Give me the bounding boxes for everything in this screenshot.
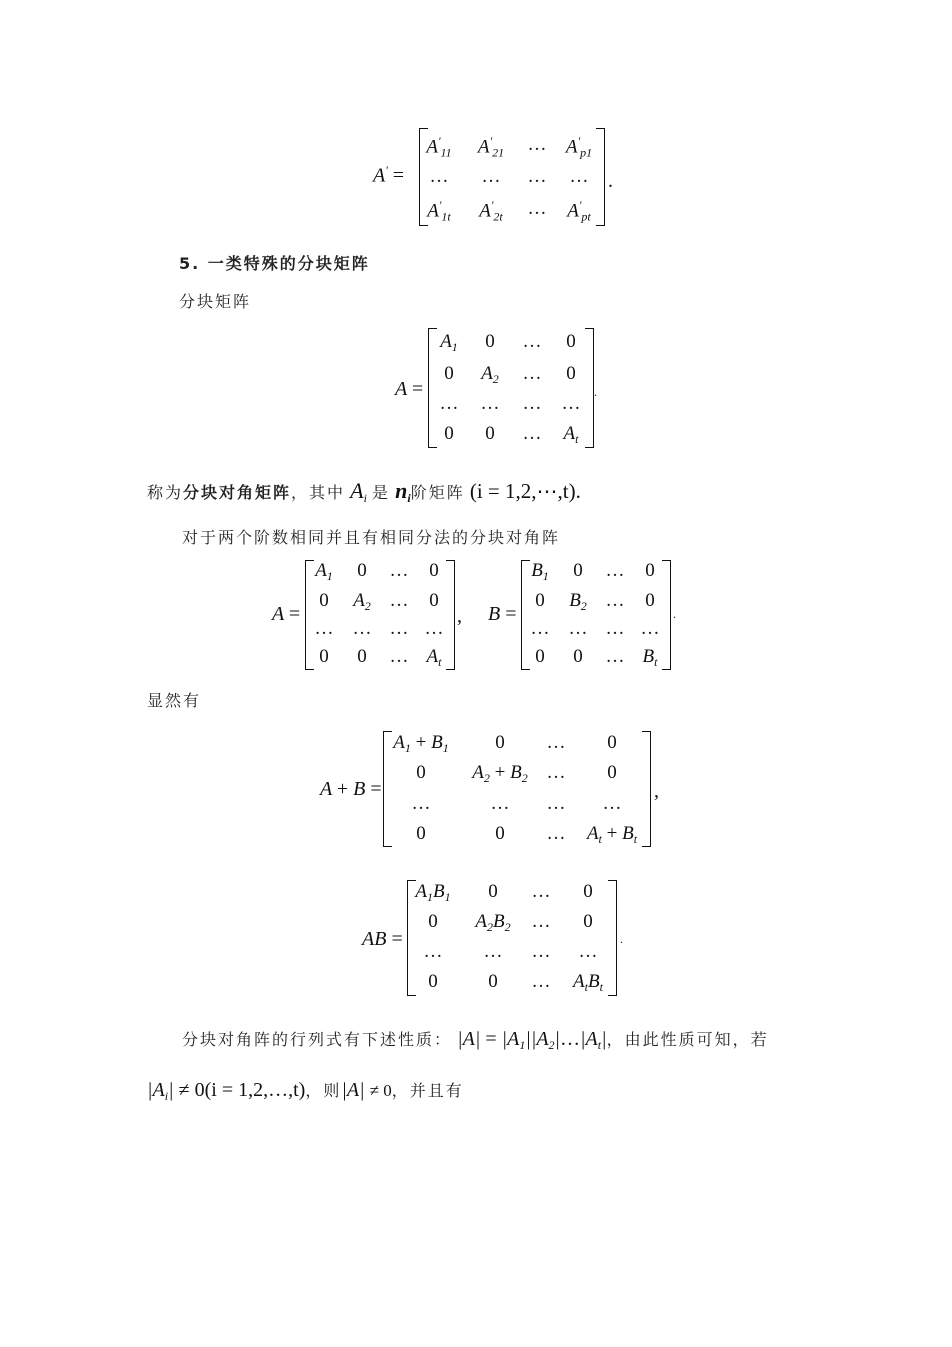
matrix-transpose-label: A' = xyxy=(373,163,405,187)
matrix-sum: $A_1 + B_1$ 0 … 0 0 $A_2 + B_2$ … 0 … … … … 0 0 … $A_t + B_t$ xyxy=(383,731,651,847)
matrix-a-diag: $A_1$ 0 … 0 0 $A_2$ … 0 … … … … 0 0 … $A_t$ xyxy=(428,328,594,448)
matrix-sum-label: A + B = xyxy=(320,778,382,800)
label-fenkuai: 分块矩阵 xyxy=(179,292,252,311)
matrix-a-label: A = xyxy=(395,378,424,400)
period: . xyxy=(594,385,597,399)
determinant-property-line: 分块对角阵的行列式有下述性质： $|A| = |A_1||A_2|\dots|A_t|$，由此性质可知，若 xyxy=(182,1028,769,1052)
period: . xyxy=(620,932,623,946)
matrix-a2: $A_1$ 0 … 0 0 $A_2$ … 0 … … … … 0 0 … $A_t$ xyxy=(305,560,455,670)
period: . xyxy=(608,170,613,192)
comma: , xyxy=(457,605,462,627)
matrix-b-label: B = xyxy=(488,603,517,625)
comma: , xyxy=(654,780,659,802)
paragraph-two-matrices: 对于两个阶数相同并且有相同分法的分块对角阵 xyxy=(182,528,561,547)
period: . xyxy=(673,607,676,621)
matrix-product-label: AB = xyxy=(362,928,403,950)
obviously-label: 显然有 xyxy=(147,691,202,710)
matrix-product: $A_1B_1$ 0 … 0 0 $A_2B_2$ … 0 … … … … 0 0 … $A_tB_t$ xyxy=(407,880,617,996)
condition-line: $|A_i| \ne 0(i$ = 1,2,…,t)，则|A| ≠ 0，并且有 xyxy=(147,1079,464,1103)
matrix-transpose: $A'_{11}$ $A'_{21}$ … $A'_{p1}$ … … … … $A'_{1t}$ $A'_{2t}$ … $A'_{pt}$ xyxy=(419,128,605,226)
definition-line: 称为分块对角矩阵，其中 $A_i$ 是 $n_i$阶矩阵 (i = 1,2,⋯,t). xyxy=(147,478,581,505)
section-heading: 5. 一类特殊的分块矩阵 xyxy=(179,254,370,273)
matrix-b: $B_1$ 0 … 0 0 $B_2$ … 0 … … … … 0 0 … $B_t$ xyxy=(521,560,671,670)
matrix-a2-label: A = xyxy=(272,603,301,625)
